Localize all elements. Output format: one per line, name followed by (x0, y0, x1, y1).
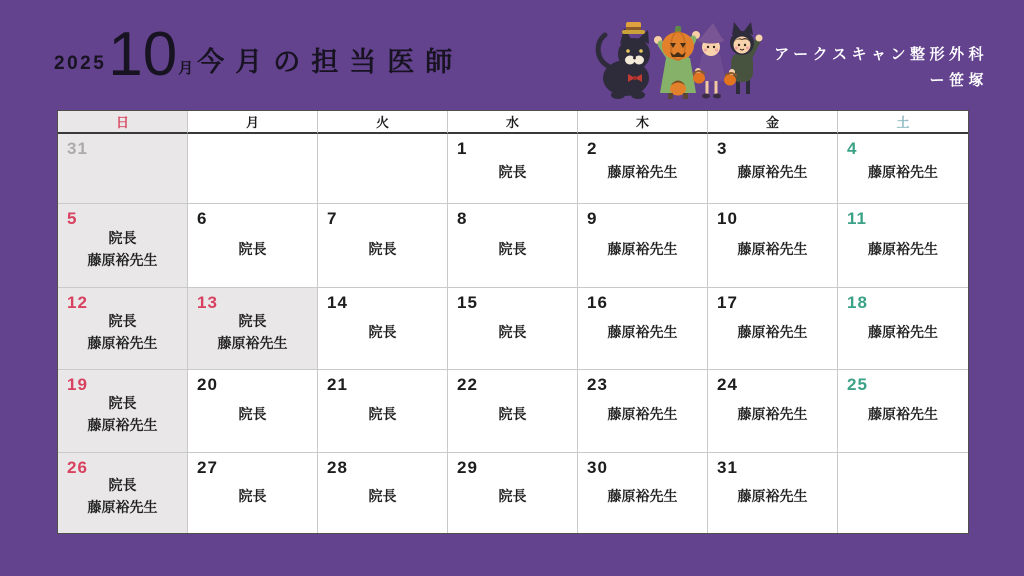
assigned-doctors (708, 204, 837, 287)
assigned-doctors (838, 134, 968, 203)
weekday-header-水 (448, 111, 578, 134)
calendar-day-5 (58, 204, 188, 288)
calendar-day-18 (838, 288, 968, 370)
assigned-doctors (58, 288, 187, 369)
title-month-number: 10 (108, 20, 178, 89)
doctor-name: 藤原裕先生 (217, 334, 288, 351)
doctor-name: 藤原裕先生 (87, 499, 158, 515)
assigned-doctors (318, 453, 447, 533)
weekday-label: 木 (635, 115, 649, 130)
assigned-doctors (318, 370, 447, 452)
weekday-header-木 (578, 111, 708, 134)
calendar-day-3 (708, 134, 838, 204)
calendar-day-30 (578, 453, 708, 533)
weekday-label: 金 (765, 115, 779, 130)
date-number: 4 (847, 139, 858, 158)
calendar-day-29 (448, 453, 578, 533)
assigned-doctors (448, 288, 577, 369)
calendar-day-10 (708, 204, 838, 288)
calendar-day-8 (448, 204, 578, 288)
assigned-doctors (58, 370, 187, 452)
date-number: 8 (457, 209, 468, 228)
calendar-day-9 (578, 204, 708, 288)
doctor-name: 藤原裕先生 (868, 163, 938, 180)
assigned-doctors (578, 134, 707, 203)
weekday-header-月 (188, 111, 318, 134)
doctor-name: 院長 (498, 163, 527, 180)
date-number: 26 (67, 458, 88, 477)
doctor-name: 藤原裕先生 (868, 406, 938, 423)
assigned-doctors (708, 288, 837, 369)
date-number: 5 (67, 209, 78, 228)
weekday-header-火 (318, 111, 448, 134)
doctor-name: 院長 (238, 488, 267, 505)
doctor-name: 院長 (368, 323, 397, 340)
date-number: 27 (197, 458, 218, 477)
date-number: 20 (197, 375, 218, 394)
doctor-name: 院長 (108, 395, 137, 412)
doctor-name: 院長 (498, 240, 527, 257)
calendar-day-21 (318, 370, 448, 453)
calendar-day-15 (448, 288, 578, 370)
doctor-name: 藤原裕先生 (607, 406, 678, 423)
pumpkin-man-icon (654, 26, 700, 99)
date-number: 1 (457, 139, 468, 158)
doctor-name: 藤原裕先生 (607, 323, 678, 340)
weekday-label: 日 (115, 115, 129, 130)
doctor-name: 藤原裕先生 (737, 488, 808, 505)
assigned-doctors (708, 134, 837, 203)
assigned-doctors (838, 288, 968, 369)
assigned-doctors (838, 204, 968, 287)
calendar-day-20 (188, 370, 318, 453)
doctor-name: 院長 (108, 477, 137, 494)
cat-costume-kid-icon (724, 22, 763, 94)
clinic-name (774, 42, 988, 93)
assigned-doctors (708, 370, 837, 452)
date-number: 7 (327, 209, 338, 228)
doctor-name: 藤原裕先生 (87, 417, 158, 433)
calendar-day-empty (838, 453, 968, 533)
calendar-day-4 (838, 134, 968, 204)
date-number: 6 (197, 209, 208, 228)
doctor-name: 藤原裕先生 (868, 240, 938, 257)
doctor-name: 院長 (238, 406, 267, 423)
date-number: 12 (67, 293, 88, 312)
doctor-name: 藤原裕先生 (868, 323, 938, 340)
assigned-doctors (448, 134, 577, 203)
doctor-name: 院長 (498, 406, 527, 423)
doctor-name: 院長 (368, 240, 397, 257)
date-number: 15 (457, 293, 478, 312)
calendar-day-empty (188, 134, 318, 204)
black-cat-icon (598, 22, 650, 99)
doctor-name: 院長 (368, 488, 397, 505)
date-number: 25 (847, 375, 868, 394)
assigned-doctors (448, 453, 577, 533)
doctor-name: 院長 (498, 323, 527, 340)
assigned-doctors (58, 204, 187, 287)
calendar-day-12 (58, 288, 188, 370)
calendar-day-empty (318, 134, 448, 204)
doctor-name: 藤原裕先生 (607, 488, 678, 505)
date-number: 13 (197, 293, 218, 312)
weekday-header-土 (838, 111, 968, 134)
date-number: 21 (327, 375, 348, 394)
clinic-name-line2: ー笹塚 (929, 71, 988, 89)
page-title (54, 20, 464, 89)
calendar-day-1 (448, 134, 578, 204)
doctor-name: 藤原裕先生 (737, 163, 808, 180)
assigned-doctors (578, 453, 707, 533)
calendar-day-11 (838, 204, 968, 288)
date-number: 18 (847, 293, 868, 312)
assigned-doctors (448, 370, 577, 452)
doctor-name: 藤原裕先生 (607, 240, 678, 257)
doctor-name: 藤原裕先生 (737, 323, 808, 340)
date-number: 11 (847, 209, 867, 228)
doctor-name: 院長 (108, 312, 137, 329)
doctor-name: 藤原裕先生 (607, 163, 678, 180)
doctor-name: 院長 (238, 240, 267, 257)
date-number: 29 (457, 458, 478, 477)
calendar-day-24 (708, 370, 838, 453)
assigned-doctors (188, 370, 317, 452)
assigned-doctors (578, 204, 707, 287)
doctor-name: 院長 (368, 406, 397, 423)
calendar-day-6 (188, 204, 318, 288)
calendar-day-31-prev (58, 134, 188, 204)
calendar-day-2 (578, 134, 708, 204)
weekday-label: 水 (505, 115, 519, 130)
date-number: 31 (717, 458, 738, 477)
title-month-unit: 月 (178, 59, 194, 77)
date-number: 22 (457, 375, 478, 394)
date-number: 24 (717, 375, 738, 394)
calendar-day-28 (318, 453, 448, 533)
title-year: 2025 (54, 53, 107, 74)
date-number: 17 (717, 293, 738, 312)
date-number: 16 (587, 293, 608, 312)
assigned-doctors (188, 288, 317, 369)
doctor-name: 院長 (238, 312, 267, 329)
assigned-doctors (838, 370, 968, 452)
date-number: 28 (327, 458, 348, 477)
calendar-day-19 (58, 370, 188, 453)
assigned-doctors (708, 453, 837, 533)
date-number: 19 (67, 375, 88, 394)
doctor-name: 藤原裕先生 (87, 334, 158, 351)
date-number: 2 (587, 139, 598, 158)
assigned-doctors (188, 204, 317, 287)
date-number: 31 (67, 139, 88, 158)
doctor-name: 藤原裕先生 (87, 251, 158, 268)
date-number: 3 (717, 139, 728, 158)
calendar-day-17 (708, 288, 838, 370)
assigned-doctors (58, 453, 187, 533)
doctor-name: 藤原裕先生 (737, 240, 808, 257)
calendar (57, 110, 969, 534)
doctor-name: 院長 (108, 229, 137, 246)
halloween-illustration (592, 20, 764, 102)
doctor-name: 院長 (498, 488, 527, 505)
assigned-doctors (578, 370, 707, 452)
clinic-name-line1: アークスキャン整形外科 (774, 46, 988, 63)
date-number: 14 (327, 293, 348, 312)
calendar-day-23 (578, 370, 708, 453)
date-number: 30 (587, 458, 608, 477)
weekday-label: 月 (245, 115, 259, 130)
assigned-doctors (448, 204, 577, 287)
calendar-day-25 (838, 370, 968, 453)
date-number: 9 (587, 209, 598, 228)
weekday-header-日 (58, 111, 188, 134)
calendar-day-16 (578, 288, 708, 370)
assigned-doctors (188, 453, 317, 533)
weekday-label: 土 (896, 115, 910, 130)
calendar-day-22 (448, 370, 578, 453)
title-heading: 今月の担当医師 (197, 46, 464, 77)
date-number: 23 (587, 375, 608, 394)
calendar-day-27 (188, 453, 318, 533)
doctor-name: 藤原裕先生 (737, 406, 808, 423)
assigned-doctors (578, 288, 707, 369)
assigned-doctors (318, 204, 447, 287)
weekday-header-金 (708, 111, 838, 134)
assigned-doctors (318, 288, 447, 369)
weekday-label: 火 (375, 115, 389, 130)
calendar-day-31 (708, 453, 838, 533)
calendar-day-7 (318, 204, 448, 288)
date-number: 10 (717, 209, 738, 228)
calendar-day-13 (188, 288, 318, 370)
calendar-day-26 (58, 453, 188, 533)
calendar-day-14 (318, 288, 448, 370)
